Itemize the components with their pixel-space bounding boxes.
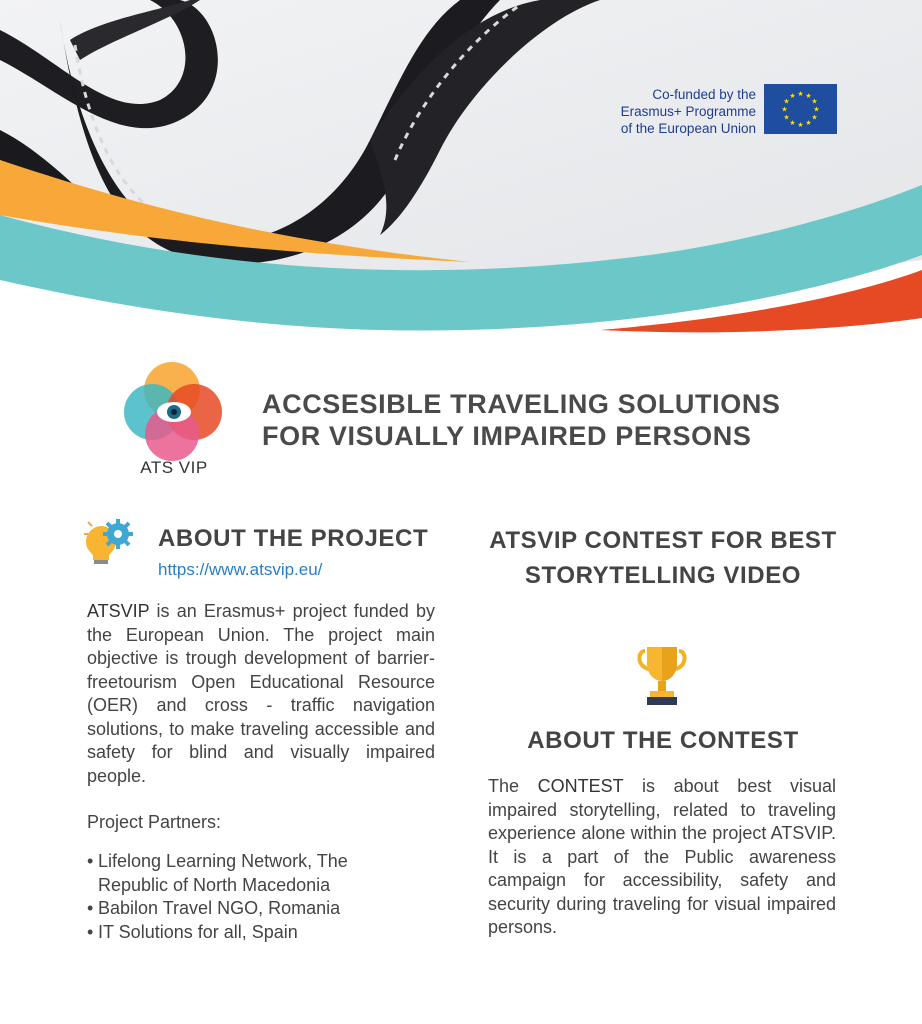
about-project-heading: ABOUT THE PROJECT <box>158 525 429 552</box>
list-item: • IT Solutions for all, Spain <box>87 921 407 945</box>
title-line-1: ACCSESIBLE TRAVELING SOLUTIONS <box>262 389 781 419</box>
contest-text: is about best visual impaired storytelling, related to traveling experience alone within the project ATSVIP. It is a part of the Public awareness campaign for accessibility, safety and security during traveling for visual impaired persons. <box>488 776 836 937</box>
svg-text:★: ★ <box>805 92 812 100</box>
list-item: • Lifelong Learning Network, The Republic of North Macedonia <box>87 850 407 897</box>
page-title <box>262 388 781 452</box>
partners-heading: Project Partners: <box>87 812 222 832</box>
contest-text-lead: The <box>488 776 538 796</box>
eu-line-2: Erasmus+ Programme <box>620 104 756 119</box>
eu-line-1: Co-funded by the <box>652 87 756 102</box>
about-project-text: is an Erasmus+ project funded by the European Union. The project main objective is trough development of barrier-freetourism Open Educational Resource (OER) and cross - traffic navigation solutions, to make traveling accessible and safety for blind and visually impaired people. <box>87 601 435 786</box>
contest-paragraph <box>488 775 836 940</box>
list-item: • Babilon Travel NGO, Romania <box>87 897 407 921</box>
title-line-2: FOR VISUALLY IMPAIRED PERSONS <box>262 421 752 451</box>
svg-text:★: ★ <box>781 105 788 114</box>
svg-text:★: ★ <box>797 121 804 129</box>
logo-label: ATS VIP <box>140 458 208 477</box>
svg-text:★: ★ <box>789 119 796 127</box>
contest-heading <box>468 523 858 593</box>
contest-keyword: CONTEST <box>537 776 624 796</box>
project-website-link[interactable]: https://www.atsvip.eu/ <box>158 560 323 579</box>
svg-text:★: ★ <box>805 119 812 127</box>
about-contest-heading: ABOUT THE CONTEST <box>527 727 799 754</box>
header-banner <box>0 0 922 345</box>
svg-text:★: ★ <box>783 113 790 122</box>
partners-list <box>87 850 407 944</box>
contest-heading-line-2: STORYTELLING VIDEO <box>524 562 802 589</box>
trophy-icon <box>635 645 689 707</box>
lightbulb-gear-icon <box>84 516 140 566</box>
svg-text:★: ★ <box>789 92 796 100</box>
svg-text:★: ★ <box>811 97 818 106</box>
contest-heading-line-1: ATSVIP CONTEST FOR BEST <box>489 527 837 554</box>
svg-text:★: ★ <box>811 113 818 122</box>
svg-text:★: ★ <box>783 97 790 106</box>
eu-line-3: of the European Union <box>620 121 756 136</box>
about-project-paragraph <box>87 600 435 788</box>
eu-flag-icon <box>764 84 837 134</box>
svg-text:★: ★ <box>813 105 820 114</box>
project-name: ATSVIP <box>87 601 150 621</box>
eu-cofunded-text <box>600 86 756 137</box>
svg-text:★: ★ <box>797 90 804 98</box>
